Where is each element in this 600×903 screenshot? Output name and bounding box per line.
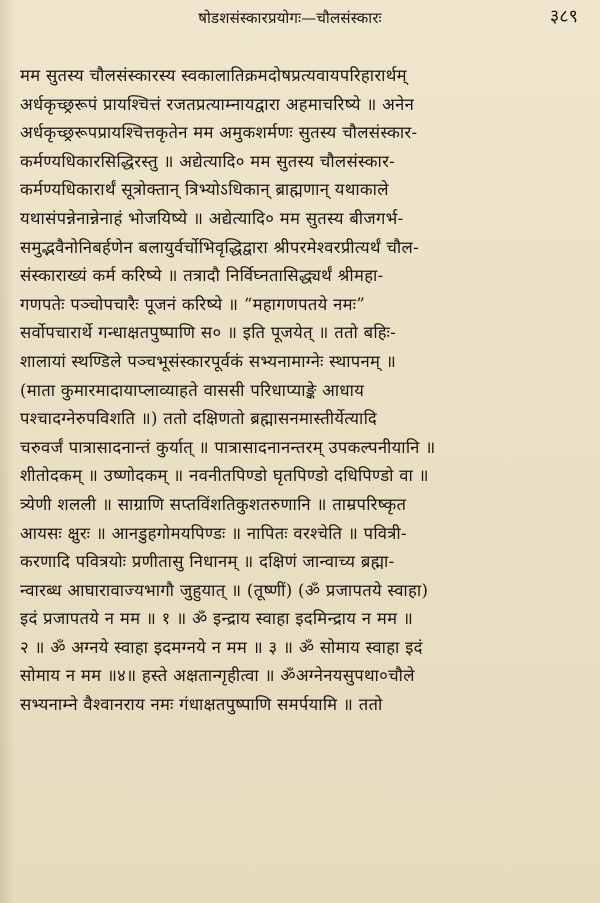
running-head: षोडशसंस्कारप्रयोगः—चौलसंस्कारः xyxy=(198,9,382,27)
text-line: २ ॥ ॐ अग्नये स्वाहा इदमग्नये न मम ॥ ३ ॥ ॐ सोमाय स्वाहा इदं xyxy=(20,637,423,657)
page-gutter-shadow xyxy=(0,0,14,903)
text-line: पश्चादग्नेरुपविशति ॥) ततो दक्षिणतो ब्रह्मासनमास्तीर्येत्यादि xyxy=(20,409,377,429)
text-line: सर्वोपचारार्थे गन्धाक्षतपुष्पाणि स० ॥ इति पूजयेत् ॥ ततो बहिः- xyxy=(20,323,397,343)
text-line: न्वारब्ध आघारावाज्यभागौ जुहुयात् ॥ (तूष्णीं) (ॐ प्रजापतये स्वाहा) xyxy=(20,580,429,600)
text-line: समुद्भवैनोनिबर्हणेन बलायुर्वर्चोभिवृद्धिद्वारा श्रीपरमेश्वरप्रीत्यर्थं चौल- xyxy=(20,237,419,257)
text-line: कर्मण्यधिकारसिद्धिरस्तु ॥ अद्येत्यादि० मम सुतस्य चौलसंस्कार- xyxy=(20,151,396,171)
text-line: यथासंपन्नेनान्नेनाहं भोजयिष्ये ॥ अद्येत्यादि० मम सुतस्य बीजगर्भ- xyxy=(20,208,404,228)
text-line: सभ्यनाम्ने वैश्वानराय नमः गंधाक्षतपुष्पाणि समर्पयामि ॥ ततो xyxy=(20,695,383,715)
body-text xyxy=(20,62,600,720)
text-line: गणपतेः पञ्चोपचारैः पूजनं करिष्ये ॥ “महागणपतये नमः” xyxy=(20,294,366,314)
text-line: चरुवर्जं पात्रासादनान्तं कुर्यात् ॥ पात्रासादनानन्तरम् उपकल्पनीयानि ॥ xyxy=(20,437,436,457)
text-line: शीतोदकम् ॥ उष्णोदकम् ॥ नवनीतपिण्डो घृतपिण्डो दधिपिण्डो वा ॥ xyxy=(20,466,429,486)
page-number: ३८९ xyxy=(549,6,578,27)
text-line: शालायां स्थण्डिले पञ्चभूसंस्कारपूर्वकं सभ्यनामाग्नेः स्थापनम् ॥ xyxy=(20,351,397,371)
text-line: सोमाय न मम ॥४॥ हस्ते अक्षतान्गृहीत्वा ॥ ॐअग्नेनयसुपथा०चौले xyxy=(20,666,415,686)
text-line: अर्धकृच्छ्ररूपप्रायश्चित्तकृतेन मम अमुकशर्मणः सुतस्य चौलसंस्कार- xyxy=(20,123,418,143)
text-line: (माता कुमारमादायाप्लाव्याहते वाससी परिधाप्याङ्के आधाय xyxy=(20,380,365,400)
text-line: कर्मण्यधिकारार्थं सूत्रोक्तान् त्रिभ्योऽधिकान् ब्राह्मणान् यथाकाले xyxy=(20,180,389,200)
text-line: आयसः क्षुरः ॥ आनडुहगोमयपिण्डः ॥ नापितः वरश्चेति ॥ पवित्री- xyxy=(20,523,407,543)
text-line: करणादि पवित्रयोः प्रणीतासु निधानम् ॥ दक्षिणं जान्वाच्य ब्रह्मा- xyxy=(20,552,395,572)
text-line: अर्धकृच्छ्ररूपं प्रायश्चित्तं रजतप्रत्याम्नायद्वारा अहमाचरिष्ये ॥ अनेन xyxy=(20,94,415,114)
text-line: इदं प्रजापतये न मम ॥ १ ॥ ॐ इन्द्राय स्वाहा इदमिन्द्राय न मम ॥ xyxy=(20,609,414,629)
text-line: मम सुतस्य चौलसंस्कारस्य स्वकालातिक्रमदोषप्रत्यवायपरिहारार्थम् xyxy=(20,66,407,85)
text-line: संस्काराख्यं कर्म करिष्ये ॥ तत्रादौ निर्विघ्नतासिद्ध्यर्थं श्रीमहा- xyxy=(20,266,384,286)
text-line: त्र्येणी शलली ॥ साग्राणि सप्तविंशतिकुशतरुणानि ॥ ताम्रपरिष्कृत xyxy=(20,494,407,514)
